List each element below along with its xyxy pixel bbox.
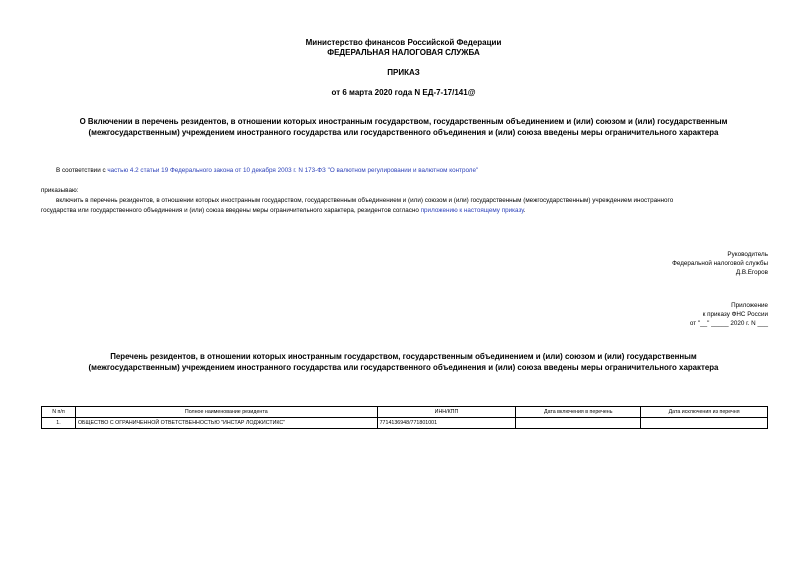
header-ministry: Министерство финансов Российской Федерации <box>305 38 502 47</box>
column-header-date-removed: Дата исключения из перечня <box>641 407 768 418</box>
appendix-date: от "__" _____ 2020 г. N ___ <box>689 320 768 327</box>
order-text-end: . <box>523 207 526 214</box>
column-header-number: N п/п <box>42 407 76 418</box>
column-header-date-added: Дата включения в перечень <box>516 407 641 418</box>
basis-paragraph <box>56 166 478 176</box>
header-service: ФЕДЕРАЛЬНАЯ НАЛОГОВАЯ СЛУЖБА <box>327 48 480 57</box>
appendix-label: Приложение <box>731 302 768 309</box>
cell-name: ОБЩЕСТВО С ОГРАНИЧЕННОЙ ОТВЕТСТВЕННОСТЬЮ "ИНСТАР ЛОДЖИСТИКС" <box>75 418 377 429</box>
appendix-ref: к приказу ФНС России <box>702 311 768 318</box>
document-title-line: О Включении в перечень резидентов, в отношении которых иностранным государством, государственным объединением и (или) союзом и (или) государственным <box>79 117 728 126</box>
column-header-inn: ИНН/КПП <box>377 407 516 418</box>
law-reference-link[interactable]: частью 4.2 статьи 19 Федерального закона от 10 декабря 2003 г. N 173-ФЗ "О валютном регулировании и валютном контроле" <box>107 167 479 174</box>
cell-date-added <box>516 418 641 429</box>
order-paragraph <box>41 196 769 216</box>
column-header-name: Полное наименование резидента <box>75 407 377 418</box>
signature-block <box>672 250 768 277</box>
order-paragraph-line <box>41 206 769 216</box>
document-type: ПРИКАЗ <box>387 68 420 77</box>
cell-inn: 7714136948/771801001 <box>377 418 516 429</box>
order-paragraph-line: включить в перечень резидентов, в отношении которых иностранным государством, государственным объединением и (или) союзом и (или) государственным (межгосударственным) учреждением иностранного <box>56 197 674 204</box>
table-header-row <box>42 407 768 418</box>
document-title <box>0 116 807 138</box>
appendix-block <box>690 301 768 328</box>
table-row <box>42 418 768 429</box>
order-text: государства или государственного объединения и (или) союза введены меры ограничительного характера, резидентов согласно <box>41 207 421 214</box>
document-date-number: от 6 марта 2020 года N ЕД-7-17/141@ <box>331 88 476 97</box>
document-title-line: (межгосударственным) учреждением иностранного государства или государственного объединения и (или) союза введены меры ограничительного характера <box>88 128 719 137</box>
cell-number: 1. <box>42 418 76 429</box>
order-word: приказываю: <box>41 187 79 194</box>
list-title <box>0 351 807 373</box>
signature-role: Руководитель <box>727 251 768 258</box>
cell-date-removed <box>641 418 768 429</box>
list-title-line: Перечень резидентов, в отношении которых иностранным государством, государственным объединением и (или) союзом и (или) государственным <box>110 352 697 361</box>
list-title-line: (межгосударственным) учреждением иностранного государства или государственного объединения и (или) союза введены меры ограничительного характера <box>88 363 719 372</box>
signature-org: Федеральной налоговой службы <box>672 260 768 267</box>
appendix-link[interactable]: приложению к настоящему приказу <box>420 207 524 214</box>
basis-prefix: В соответствии с <box>56 167 108 174</box>
signature-name: Д.В.Егоров <box>735 269 768 276</box>
residents-table <box>41 406 768 429</box>
